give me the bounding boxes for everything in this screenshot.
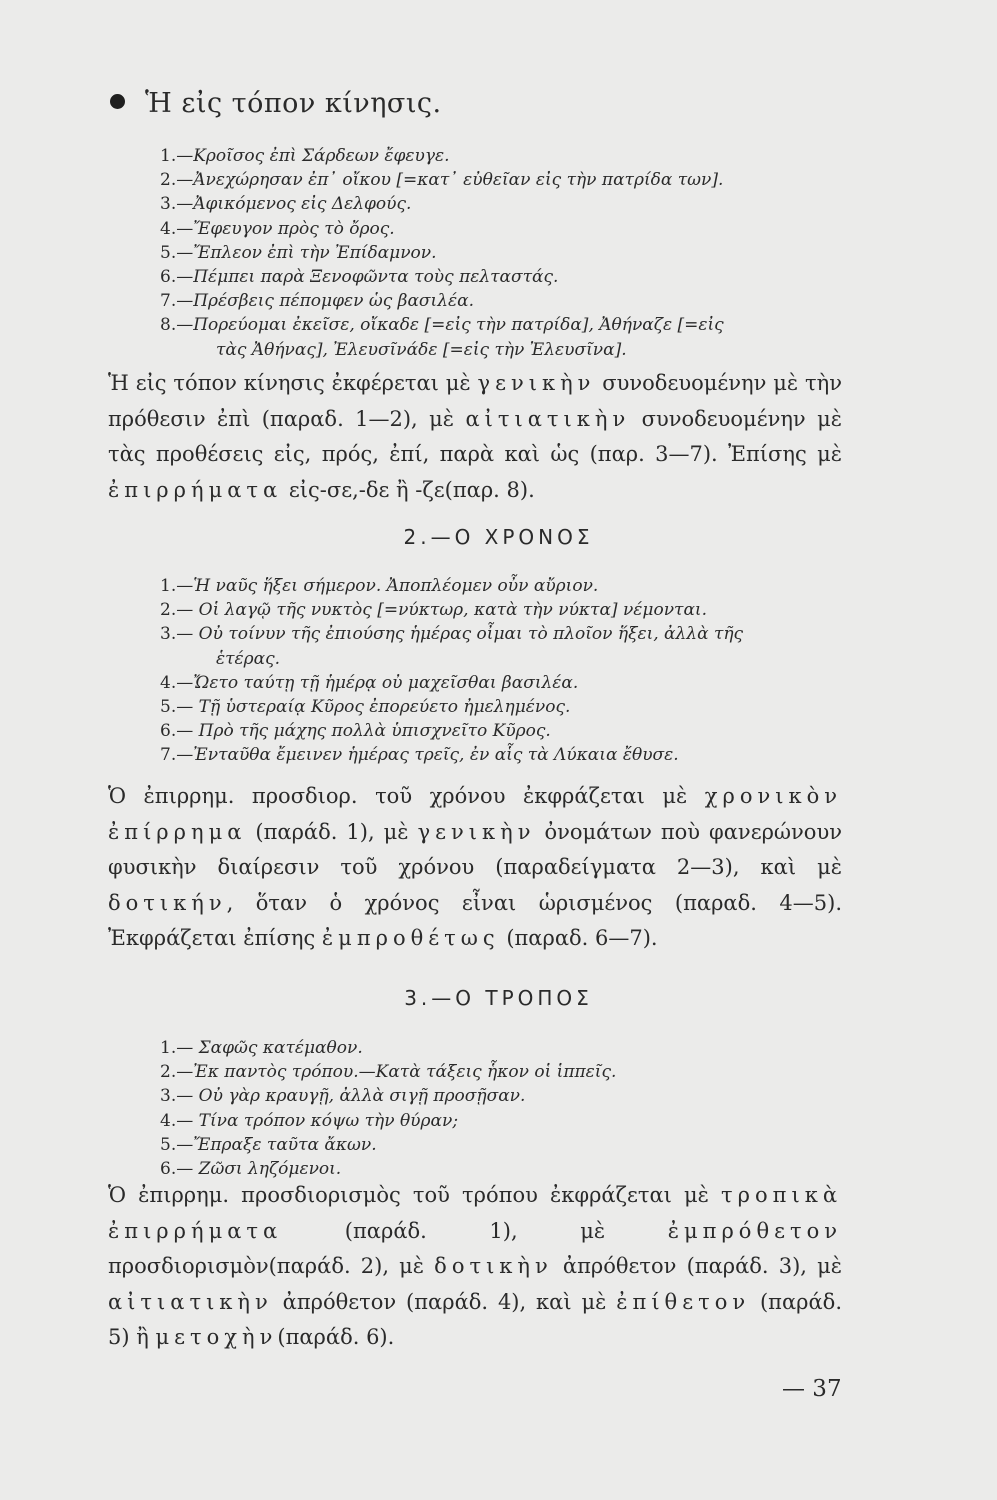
example-list-manner <box>160 1036 616 1181</box>
list-item: 3.—Ἀφικόμενος εἰς Δελφούς. <box>160 194 412 215</box>
list-item: 8.—Πορεύομαι ἐκεῖσε, οἴκαδε [=εἰς τὴν πατρίδα], Ἀθήναζε [=εἰς τὰς Ἀθήνας], Ἐλευσῖνάδε [=εἰς τὴν Ἐλευσῖνα]. <box>160 315 724 360</box>
list-item: 7.—Ἐνταῦθα ἔμεινεν ἡμέρας τρεῖς, ἐν αἷς τὰ Λύκαια ἔθυσε. <box>160 745 679 766</box>
list-item: 1.— Σαφῶς κατέμαθον. <box>160 1038 363 1058</box>
list-item: 2.—Ἐκ παντὸς τρόπου.—Κατὰ τάξεις ἧκον οἱ ἱππεῖς. <box>160 1062 617 1083</box>
list-item: 5.— Τῇ ὑστεραίᾳ Κῦρος ἐπορεύετο ἠμελημένος. <box>160 697 571 718</box>
example-list-time <box>160 574 743 768</box>
list-item: 1.—Ἡ ναῦς ἥξει σήμερον. Ἀποπλέομεν οὖν αὔριον. <box>160 576 599 596</box>
list-item: 3.— Οὐ τοίνυν τῆς ἐπιούσης ἡμέρας οἶμαι τὸ πλοῖον ἥξει, ἀλλὰ τῆς ἑτέρας. <box>160 624 744 669</box>
list-item: 6.— Ζῶσι ληζόμενοι. <box>160 1159 342 1180</box>
list-item: 4.—Ἔφευγον πρὸς τὸ ὄρος. <box>160 218 395 239</box>
list-item: 7.—Πρέσβεις πέπομφεν ὡς βασιλέα. <box>160 291 474 312</box>
list-item: 4.—Ὤετο ταύτῃ τῇ ἡμέρᾳ οὐ μαχεῖσθαι βασιλέα. <box>160 672 579 693</box>
list-item: 4.— Τίνα τρόπον κόψω τὴν θύραν; <box>160 1110 459 1131</box>
explanation-paragraph-time: Ὁ ἐπιρρημ. προσδιορ. τοῦ χρόνου ἐκφράζεται μὲ χρονικὸν ἐπίρρημα (παράδ. 1), μὲ γενικὴν ὀνομάτων ποὺ φανερώνουν φυσικὴν διαίρεσιν τοῦ χρόνου (παραδείγματα 2—3), καὶ μὲ δοτικήν, ὅταν ὁ χρόνος εἶναι ὡρισμένος (παραδ. 4—5). Ἐκφράζεται ἐπίσης ἐμπροθέτως (παραδ. 6—7). <box>108 784 842 951</box>
section-heading-manner: 3.—Ο ΤΡΟΠΟΣ <box>404 986 593 1010</box>
heading-text: Ἡ εἰς τόπον κίνησις. <box>145 88 442 119</box>
list-item: 1.—Κροῖσος ἐπὶ Σάρδεων ἔφευγε. <box>160 146 450 166</box>
list-item: 2.—Ἀνεχώρησαν ἐπ᾽ οἴκου [=κατ᾽ εὐθεῖαν εἰς τὴν πατρίδα των]. <box>160 170 724 191</box>
list-item: 6.— Πρὸ τῆς μάχης πολλὰ ὑπισχνεῖτο Κῦρος. <box>160 721 551 742</box>
list-item: 3.— Οὐ γὰρ κραυγῇ, ἀλλὰ σιγῇ προσῇσαν. <box>160 1086 526 1107</box>
page-number: — 37 <box>782 1376 842 1402</box>
list-item: 5.—Ἔπραξε ταῦτα ἄκων. <box>160 1134 377 1155</box>
list-item: 6.—Πέμπει παρὰ Ξενοφῶντα τοὺς πελταστάς. <box>160 267 559 288</box>
list-item: 2.— Οἱ λαγῷ τῆς νυκτὸς [=νύκτωρ, κατὰ τὴν νύκτα] νέμονται. <box>160 600 707 621</box>
bullet-icon <box>110 94 125 109</box>
list-item: 5.—Ἔπλεον ἐπὶ τὴν Ἐπίδαμνον. <box>160 242 437 263</box>
example-list-motion <box>160 144 724 362</box>
section-heading-time: 2.—Ο ΧΡΟΝΟΣ <box>403 525 594 549</box>
explanation-paragraph-motion: Ἡ εἰς τόπον κίνησις ἐκφέρεται μὲ γενικὴν συνοδευομένην μὲ τὴν πρόθεσιν ἐπὶ (παραδ. 1—2), μὲ αἰτιατικὴν συνοδευομένην μὲ τὰς προθέσεις εἰς, πρός, ἐπί, παρὰ καὶ ὡς (παρ. 3—7). Ἐπίσης μὲ ἐπιρρήματα εἰς-σε,-δε ἢ -ζε(παρ. 8). <box>108 371 842 502</box>
section-heading-motion <box>110 88 442 119</box>
explanation-paragraph-manner: Ὁ ἐπιρρημ. προσδιορισμὸς τοῦ τρόπου ἐκφράζεται μὲ τροπικὰ ἐπιρρήματα (παράδ. 1), μὲ ἐμπρόθετον προσδιορισμὸν(παράδ. 2), μὲ δοτικὴν ἀπρόθετον (παράδ. 3), μὲ αἰτιατικὴν ἀπρόθετον (παράδ. 4), καὶ μὲ ἐπίθετον (παράδ. 5) ἢ μετοχὴν(παράδ. 6). <box>108 1183 843 1350</box>
